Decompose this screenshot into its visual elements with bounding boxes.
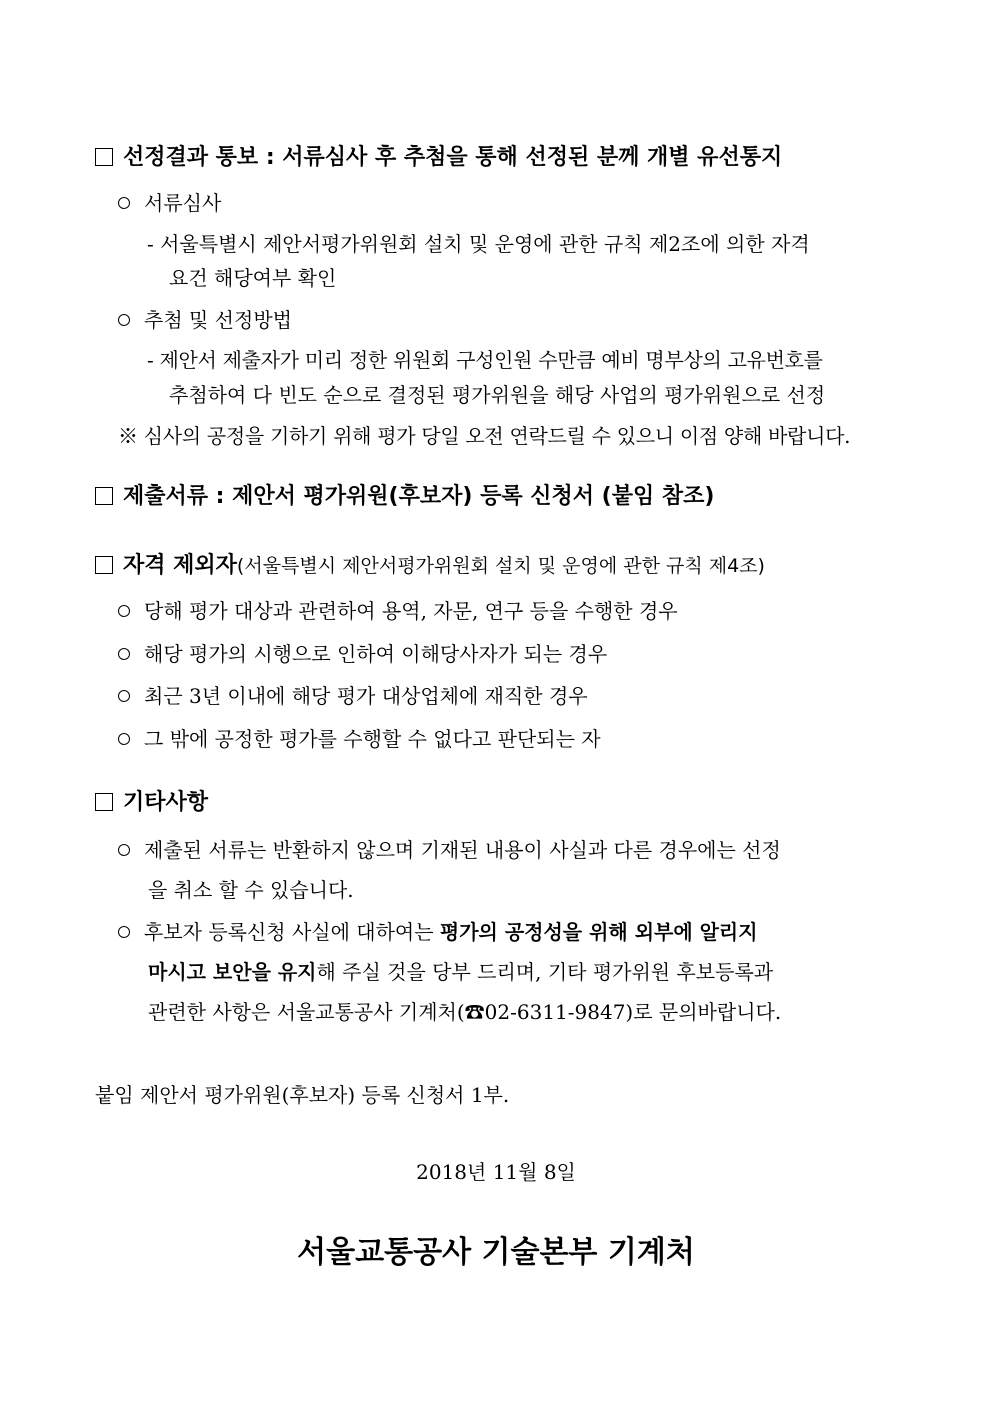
list-item: 해당 평가의 시행으로 인하여 이해당사자가 되는 경우 [118, 644, 607, 664]
circle-bullet-icon [118, 844, 130, 856]
checkbox-square-icon [95, 793, 113, 811]
circle-bullet-icon [118, 314, 130, 326]
circle-bullet-icon [118, 733, 130, 745]
list-item-detail-cont: 요건 해당여부 확인 [169, 266, 337, 290]
list-item: 그 밖에 공정한 평가를 수행할 수 없다고 판단되는 자 [118, 729, 601, 749]
list-item: 서류심사 [118, 193, 221, 213]
section-heading-other: 기타사항 [95, 792, 208, 814]
circle-bullet-icon [118, 605, 130, 617]
issuer-title: 서울교통공사 기술본부 기계처 [297, 1235, 695, 1270]
section-heading-exclusions: 자격 제외자(서울특별시 제안서평가위원회 설치 및 운영에 관한 규칙 제4조) [95, 555, 765, 577]
list-item-cont: 을 취소 할 수 있습니다. [148, 878, 354, 902]
list-item: 최근 3년 이내에 해당 평가 대상업체에 재직한 경우 [118, 686, 588, 706]
circle-bullet-icon [118, 197, 130, 209]
circle-bullet-icon [118, 926, 130, 938]
list-item: 추첨 및 선정방법 [118, 310, 292, 330]
note-text: ※ 심사의 공정을 기하기 위해 평가 당일 오전 연락드릴 수 있으니 이점 양해 바랍니다. [118, 424, 851, 448]
checkbox-square-icon [95, 148, 113, 166]
list-item-detail: - 서울특별시 제안서평가위원회 설치 및 운영에 관한 규칙 제2조에 의한 자격 [147, 232, 810, 256]
list-item: 후보자 등록신청 사실에 대하여는 평가의 공정성을 위해 외부에 알리지 [118, 922, 758, 942]
list-item: 제출된 서류는 반환하지 않으며 기재된 내용이 사실과 다른 경우에는 선정 [118, 840, 781, 860]
section-heading-selection-result: 선정결과 통보 : 서류심사 후 추첨을 통해 선정된 분께 개별 유선통지 [95, 147, 782, 169]
section-heading-documents: 제출서류 : 제안서 평가위원(후보자) 등록 신청서 (붙임 참조) [95, 486, 714, 508]
document-date: 2018년 11월 8일 [416, 1160, 576, 1184]
list-item-cont: 마시고 보안을 유지해 주실 것을 당부 드리며, 기타 평가위원 후보등록과 [148, 960, 774, 984]
list-item-cont: 관련한 사항은 서울교통공사 기계처(☎02-6311-9847)로 문의바랍니다. [148, 1000, 782, 1024]
circle-bullet-icon [118, 690, 130, 702]
list-item-detail-cont: 추첨하여 다 빈도 순으로 결정된 평가위원을 해당 사업의 평가위원으로 선정 [169, 383, 826, 407]
attachment-line: 붙임 제안서 평가위원(후보자) 등록 신청서 1부. [95, 1083, 510, 1107]
list-item-detail: - 제안서 제출자가 미리 정한 위원회 구성인원 수만큼 예비 명부상의 고유번호를 [147, 348, 823, 372]
checkbox-square-icon [95, 487, 113, 505]
list-item: 당해 평가 대상과 관련하여 용역, 자문, 연구 등을 수행한 경우 [118, 601, 678, 621]
checkbox-square-icon [95, 556, 113, 574]
circle-bullet-icon [118, 648, 130, 660]
